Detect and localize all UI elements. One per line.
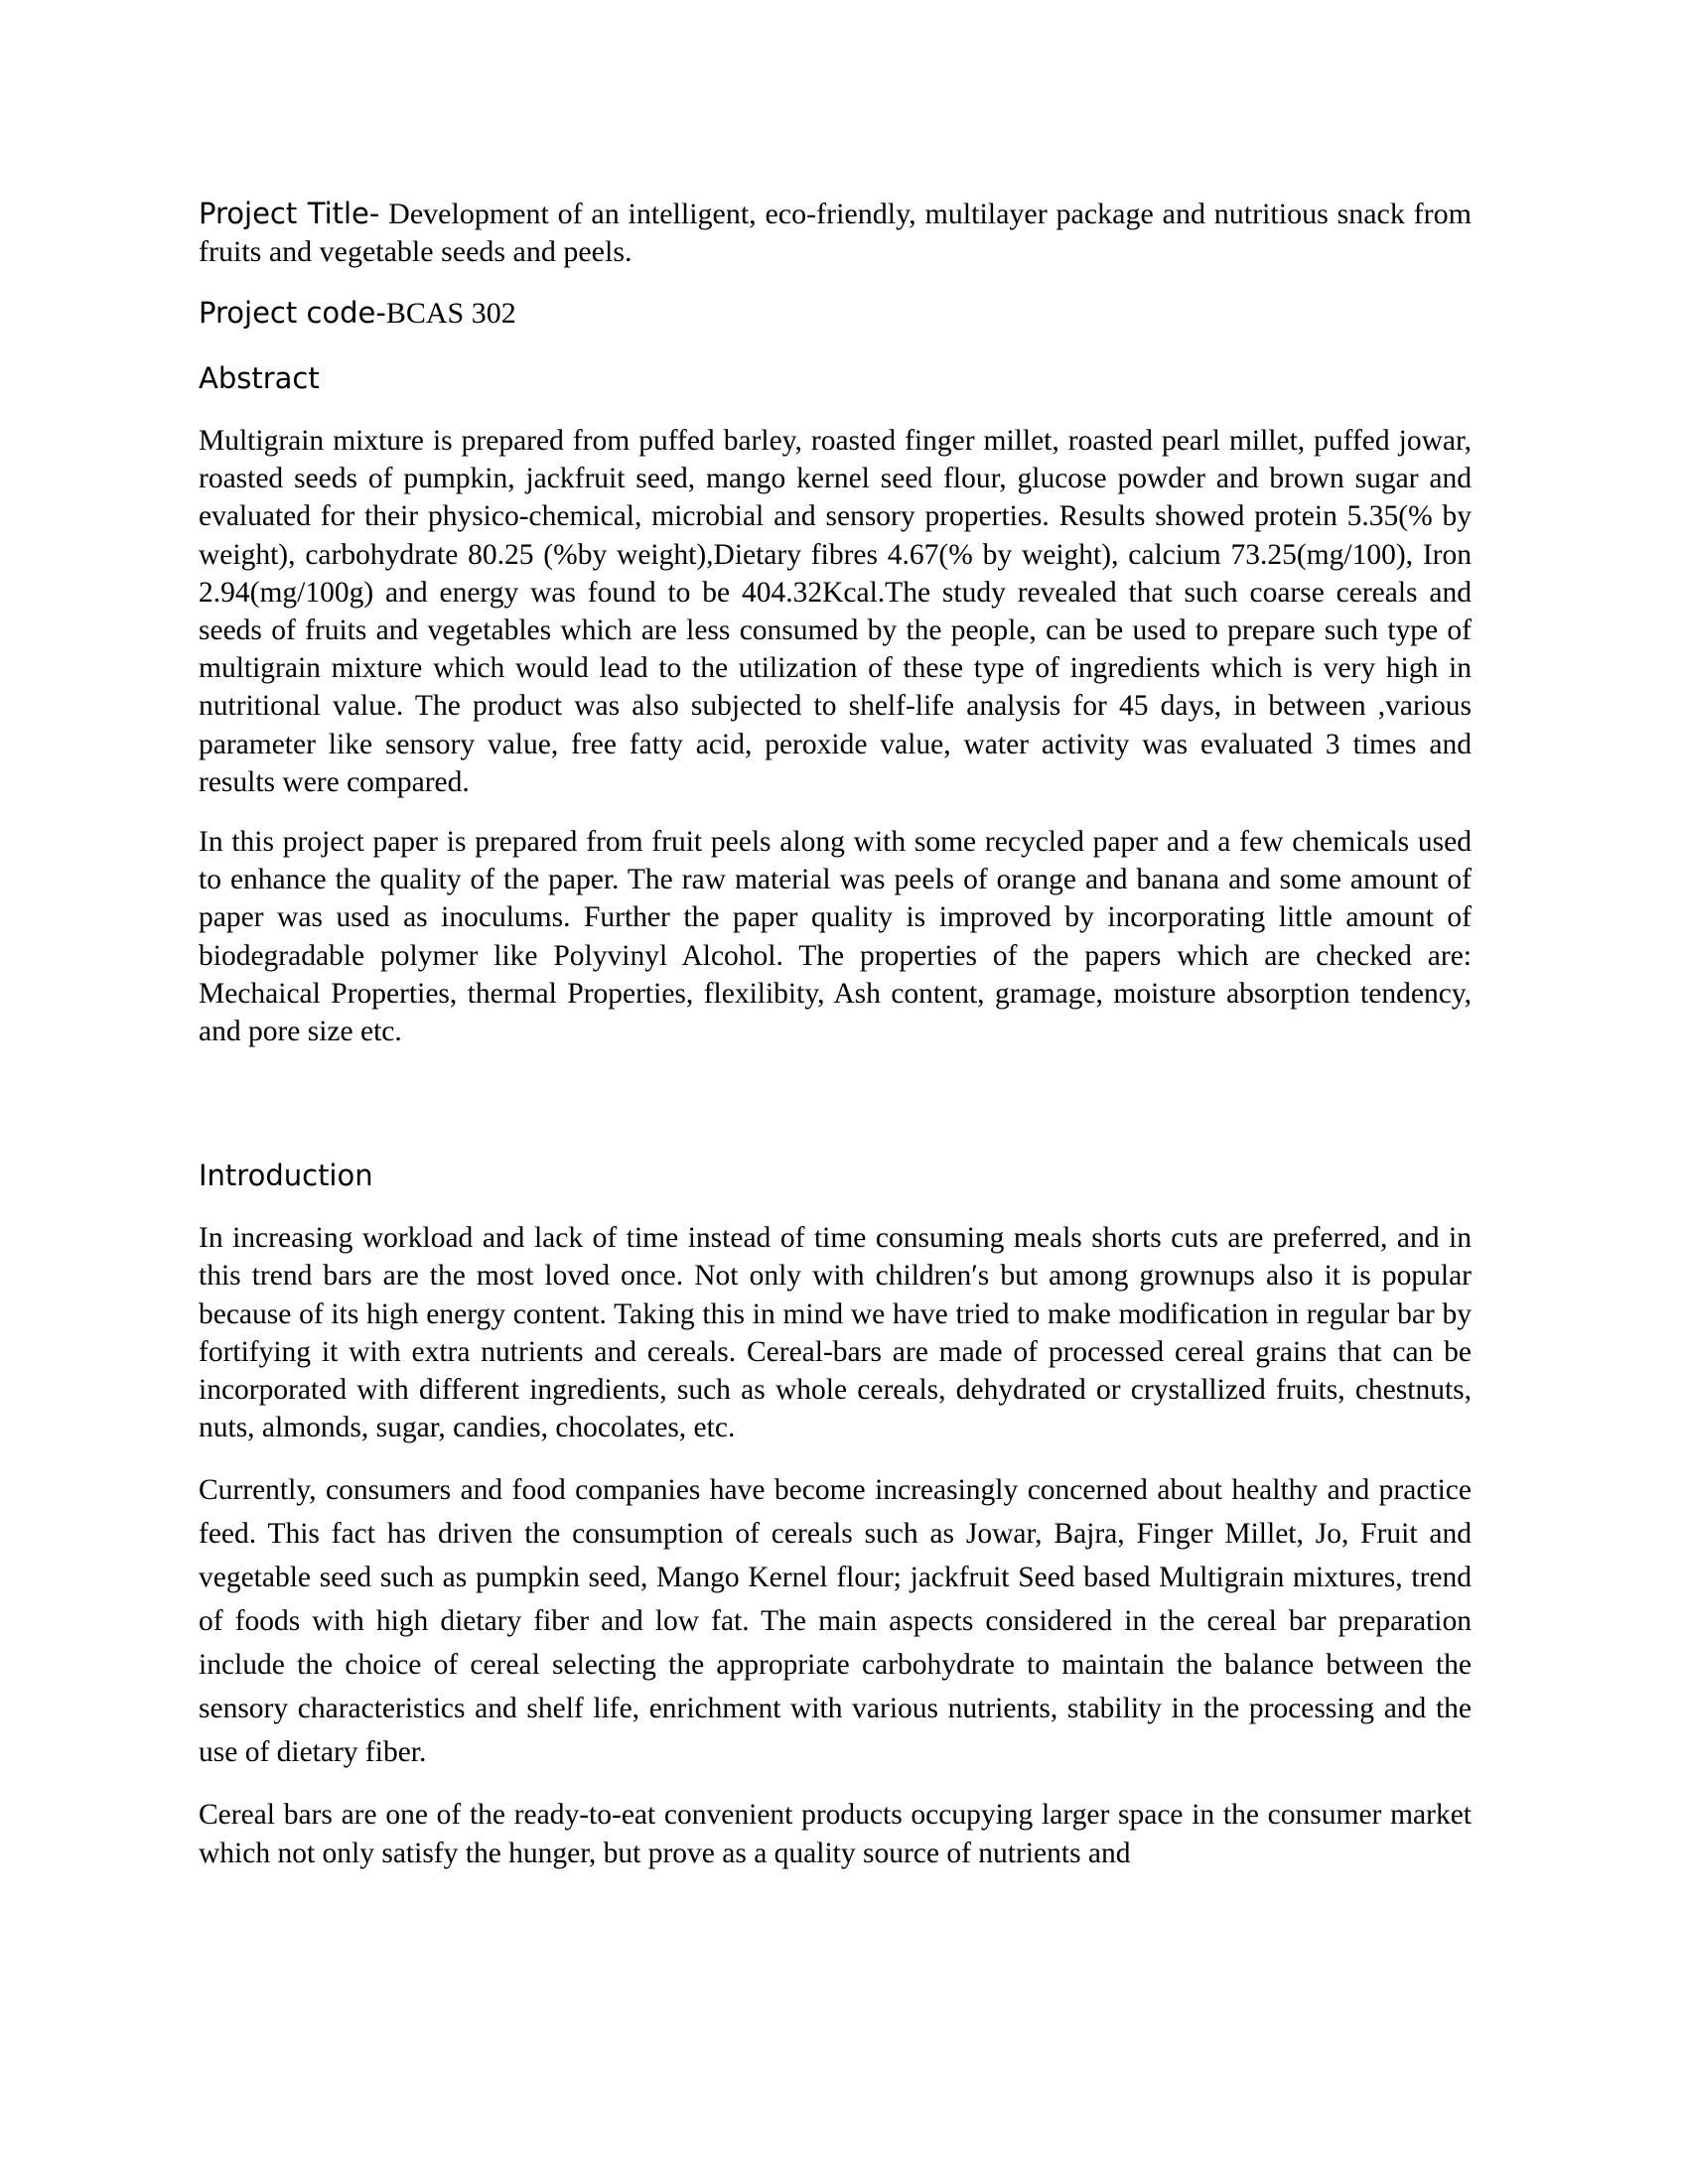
section-spacer — [199, 1072, 1472, 1156]
project-code-label: Project code- — [199, 296, 386, 330]
document-page — [199, 195, 1472, 1894]
abstract-paragraph: Multigrain mixture is prepared from puffed barley, roasted finger millet, roasted pearl millet, puffed jowar, roasted seeds of pumpkin, jackfruit seed, mango kernel seed flour, glucose powder and brown sugar and evaluated for their physico-chemical, microbial and sensory properties. Results showed protein 5.35(% by weight), carbohydrate 80.25 (%by weight),Dietary fibres 4.67(% by weight), calcium 73.25(mg/100), Iron 2.94(mg/100g) and energy was found to be 404.32Kcal.The study revealed that such coarse cereals and seeds of fruits and vegetables which are less consumed by the people, can be used to prepare such type of multigrain mixture which would lead to the utilization of these type of ingredients which is very high in nutritional value. The product was also subjected to shelf-life analysis for 45 days, in between ,various parameter like sensory value, free fatty acid, peroxide value, water activity was evaluated 3 times and results were compared. — [199, 425, 1472, 798]
project-code — [199, 293, 1472, 339]
project-code-value: BCAS 302 — [385, 297, 516, 330]
project-title-label: Project Title- — [199, 197, 380, 230]
introduction-paragraph: Cereal bars are one of the ready-to-eat convenient products occupying larger space in the consumer market which not only satisfy the hunger, but prove as a quality source of nutrients and — [199, 1799, 1472, 1869]
abstract-heading: Abstract — [199, 361, 320, 395]
introduction-heading: Introduction — [199, 1159, 373, 1193]
project-title — [199, 195, 1472, 271]
abstract-paragraph: In this project paper is prepared from fruit peels along with some recycled paper and a few chemicals used to enhance the quality of the paper. The raw material was peels of orange and banana and some amount of paper was used as inoculums. Further the paper quality is improved by incorporating little amount of biodegradable polymer like Polyvinyl Alcohol. The properties of the papers which are checked are: Mechaical Properties, thermal Properties, flexilibity, Ash content, gramage, moisture absorption tendency, and pore size etc. — [199, 826, 1472, 1048]
introduction-paragraph: Currently, consumers and food companies have become increasingly concerned about healthy and practice feed. This fact has driven the consumption of cereals such as Jowar, Bajra, Finger Millet, Jo, Fruit and vegetable seed such as pumpkin seed, Mango Kernel flour; jackfruit Seed based Multigrain mixtures, trend of foods with high dietary fiber and low fat. The main aspects considered in the cereal bar preparation include the choice of cereal selecting the appropriate carbohydrate to maintain the balance between the sensory characteristics and shelf life, enrichment with various nutrients, stability in the processing and the use of dietary fiber. — [199, 1474, 1472, 1769]
introduction-paragraph: In increasing workload and lack of time instead of time consuming meals shorts cuts are preferred, and in this trend bars are the most loved once. Not only with children′s but among grownups also it is popular because of its high energy content. Taking this in mind we have tried to make modification in regular bar by fortifying it with extra nutrients and cereals. Cereal-bars are made of processed cereal grains that can be incorporated with different ingredients, such as whole cereals, dehydrated or crystallized fruits, chestnuts, nuts, almonds, sugar, candies, chocolates, etc. — [199, 1222, 1472, 1444]
abstract-section — [199, 358, 1472, 1050]
introduction-section — [199, 1156, 1472, 1872]
project-title-value: Development of an intelligent, eco-friendly, multilayer package and nutritious snack from fruits and vegetable seeds and peels. — [199, 198, 1472, 268]
